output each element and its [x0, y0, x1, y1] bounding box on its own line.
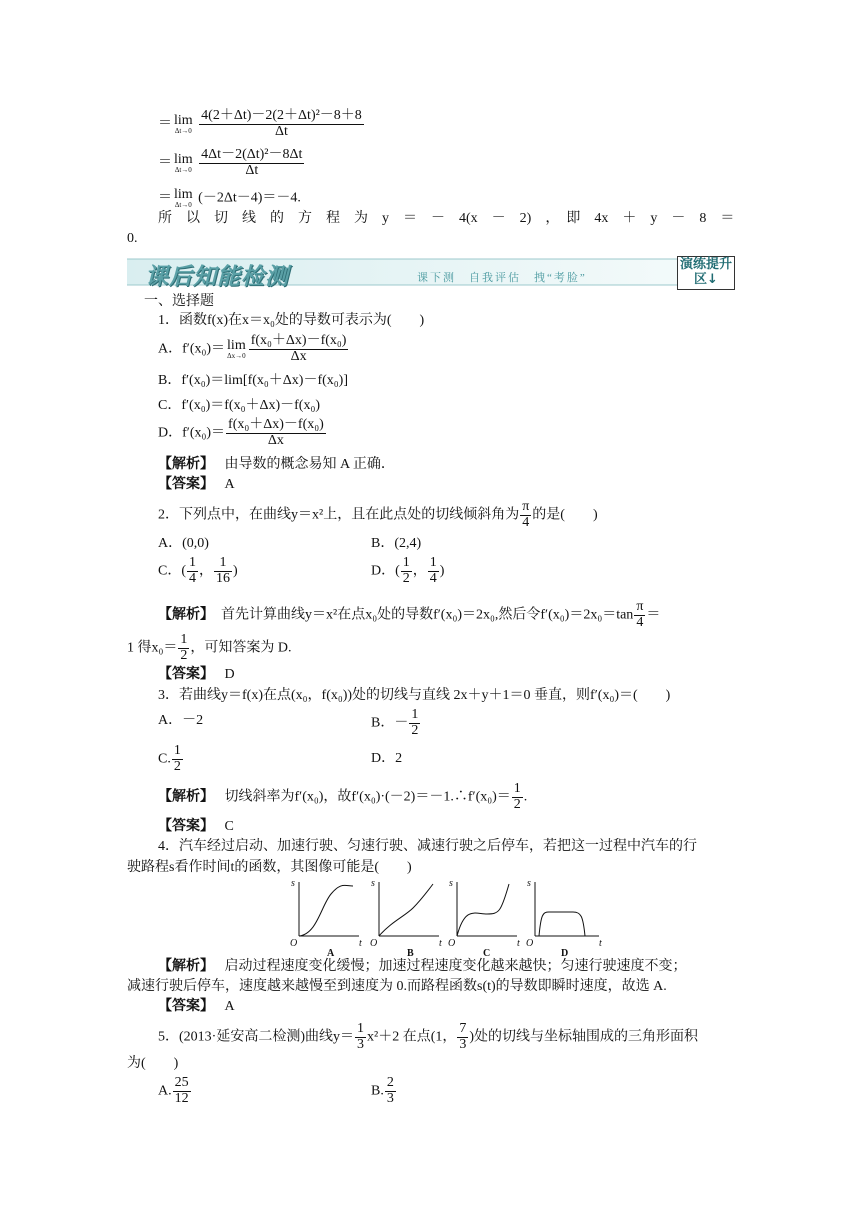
svg-text:O: O: [290, 938, 298, 949]
q2-option-a: A．(0,0): [158, 536, 209, 551]
svg-text:O: O: [526, 938, 534, 949]
svg-text:D: D: [561, 948, 569, 958]
q1-option-a: A．f′(x₀)＝ lim Δx→0 $\frac{\text{f(x₀＋Δx)－f(x₀)}}{\Delta x}$: [158, 333, 347, 364]
q1-stem: 1．函数f(x)在x＝x₀处的导数可表示为( ): [158, 313, 425, 328]
svg-text:s: s: [371, 878, 375, 889]
svg-text:t: t: [599, 938, 602, 949]
tangent-line-cont: 0.: [127, 231, 138, 246]
q4-graphs: [287, 876, 607, 958]
svg-text:O: O: [448, 938, 456, 949]
q5-option-a: A. $\frac{25}{12}$: [158, 1075, 189, 1106]
svg-text:t: t: [439, 938, 442, 949]
svg-text:A: A: [327, 948, 335, 958]
q2-analysis-cont: 1 得x₀＝ $\frac{1}{2}$ ，可知答案为 D.: [127, 632, 292, 663]
q3-option-c: C. $\frac{1}{2}$: [158, 743, 181, 774]
q3-option-d: D．2: [371, 751, 403, 766]
svg-text:t: t: [359, 938, 362, 949]
derivation-line-2: ＝ lim Δt→0 $\frac{\text{4Δt－2(Δt)²－8Δt}}{\Delta t}$: [158, 147, 303, 178]
graph-a: [299, 882, 359, 936]
q2-stem: 2．下列点中，在曲线y＝x²上，且在此点处的切线倾斜角为 $\frac{\pi}{4}$ 的是( ): [158, 499, 598, 530]
svg-text:C: C: [483, 948, 491, 958]
svg-text:s: s: [527, 878, 531, 889]
graph-c: [457, 882, 517, 936]
q2-option-d: D．( $\frac{1}{2}$ ， $\frac{1}{4}$ ): [371, 555, 445, 586]
banner-title: 课后知能检测: [145, 264, 289, 290]
svg-text:B: B: [407, 948, 414, 958]
graph-b: [379, 882, 439, 936]
section-heading: 一、选择题: [144, 294, 214, 309]
q4-stem-2: 驶路程s看作时间t的函数，其图像可能是( ): [127, 860, 412, 875]
q1-answer: 【答案】 A: [158, 477, 235, 492]
q2-analysis: 【解析】 首先计算曲线y＝x²在点x₀处的导数f′(x₀)＝2x₀,然后令f′(x₀)＝2x₀＝tan $\frac{\pi}{4}$ ＝: [158, 599, 661, 630]
q3-answer: 【答案】 C: [158, 819, 234, 834]
q4-stem-1: 4．汽车经过启动、加速行驶、匀速行驶、减速行驶之后停车，若把这一过程中汽车的行: [158, 839, 697, 854]
q5-option-b: B. $\frac{2}{3}$: [371, 1075, 394, 1106]
q3-stem: 3．若曲线y＝f(x)在点(x₀，f(x₀))处的切线与直线 2x＋y＋1＝0 垂直，则f′(x₀)＝( ): [158, 688, 671, 703]
practice-button[interactable]: 演练提升区↓: [677, 256, 735, 290]
svg-text:s: s: [449, 878, 453, 889]
q3-analysis: 【解析】 切线斜率为f′(x₀)，故f′(x₀)·(－2)＝－1.∴f′(x₀)＝ $\frac{1}{2}$ .: [158, 781, 528, 812]
q5-stem: 5．(2013·延安高二检测)曲线y＝ $\frac{1}{3}$ x²＋2 在点(1， $\frac{7}{3}$ )处的切线与坐标轴围成的三角形面积: [158, 1021, 699, 1052]
q4-answer: 【答案】 A: [158, 999, 235, 1014]
tangent-line-text: 所 以 切 线 的 方 程 为 y ＝ － 4(x － 2) ， 即 4x ＋ y － 8 ＝: [158, 211, 735, 226]
q4-analysis: 【解析】 启动过程速度变化缓慢；加速过程速度变化越来越快；匀速行驶速度不变；: [158, 959, 687, 974]
q4-analysis-cont: 减速行驶后停车，速度越来越慢至到速度为 0.而路程函数s(t)的导数即瞬时速度，故选 A.: [127, 979, 667, 994]
banner-subtitle: 课下测 自我评估 拽“考脸”: [417, 272, 587, 284]
q2-answer: 【答案】 D: [158, 667, 235, 682]
svg-text:t: t: [517, 938, 520, 949]
q1-option-b: B．f′(x₀)＝lim[f(x₀＋Δx)－f(x₀)]: [158, 373, 348, 388]
derivation-line-1: ＝ lim Δt→0 $\frac{\text{4(2＋Δt)－2(2＋Δt)²－8＋8}}{\Delta t}$: [158, 108, 362, 139]
derivation-line-3: ＝ lim Δt→0 (－2Δt－4)＝－4.: [158, 187, 301, 209]
q1-option-d: D．f′(x₀)＝ $\frac{\text{f(x₀＋Δx)－f(x₀)}}{\Delta x}$: [158, 417, 324, 448]
svg-text:O: O: [370, 938, 378, 949]
q2-option-b: B．(2,4): [371, 536, 422, 551]
q1-analysis: 【解析】 由导数的概念易知 A 正确．: [158, 457, 395, 472]
section-banner: [127, 255, 735, 289]
q2-option-c: C．( $\frac{1}{4}$ ， $\frac{1}{16}$ ): [158, 555, 238, 586]
q1-option-c: C．f′(x₀)＝f(x₀＋Δx)－f(x₀): [158, 398, 321, 413]
q3-option-a: A．－2: [158, 713, 204, 728]
q5-stem-2: 为( ): [127, 1056, 179, 1071]
graph-d: [535, 882, 599, 936]
q3-option-b: B．－ $\frac{1}{2}$: [371, 707, 419, 738]
svg-text:s: s: [291, 878, 295, 889]
